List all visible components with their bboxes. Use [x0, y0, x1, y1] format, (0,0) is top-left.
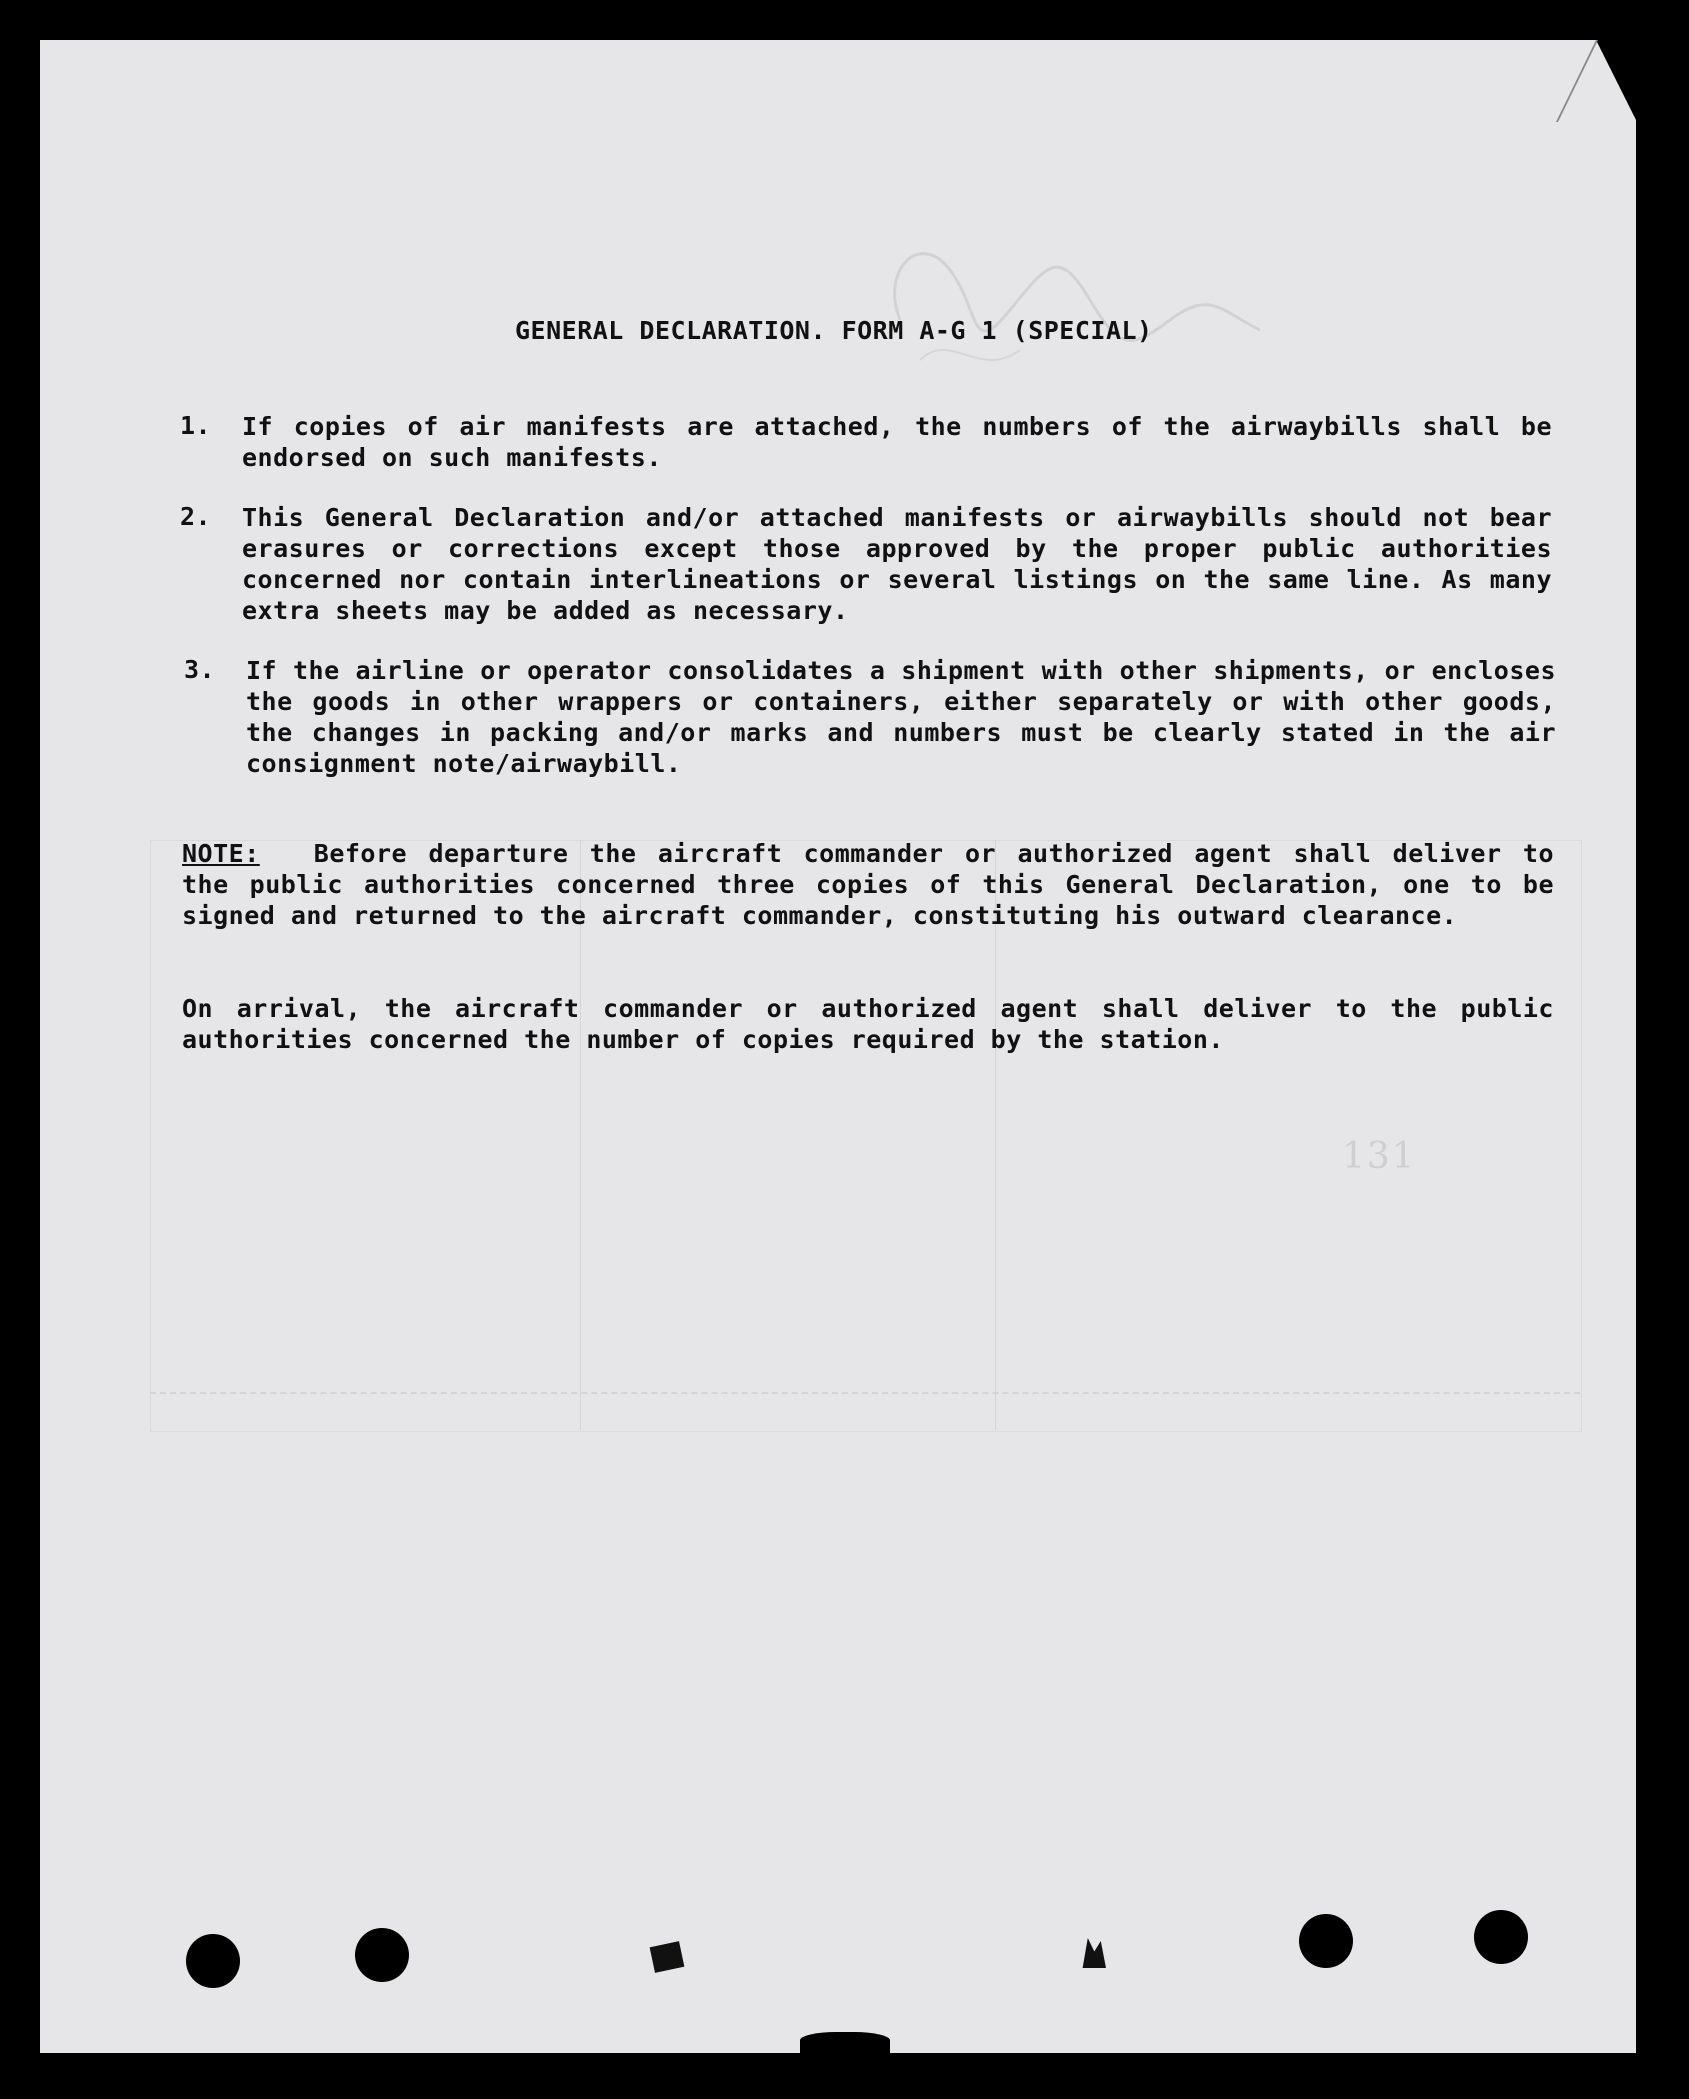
punch-hole	[186, 1934, 240, 1988]
punch-hole	[1299, 1914, 1353, 1968]
faint-stamp-number: 131	[1342, 1136, 1417, 1177]
paper-damage-mark	[650, 1941, 685, 1973]
item-number: 1.	[180, 411, 212, 440]
item-number: 2.	[180, 502, 212, 531]
item-text: If copies of air manifests are attached, the numbers of the airwaybills shall be endorsed on such manifests.	[242, 412, 1552, 472]
note-label: NOTE:	[182, 839, 260, 868]
item-text: This General Declaration and/or attached manifests or airwaybills should not bear erasures or corrections except those approved by the proper public authorities concerned nor contain interlineations or several listings on the same line. As many extra sheets may be added as necessary.	[242, 503, 1552, 625]
list-item	[180, 655, 1560, 781]
list-item	[180, 411, 1560, 475]
arrival-paragraph: On arrival, the aircraft commander or authorized agent shall deliver to the public authorities concerned the number of copies required by the station.	[182, 994, 1554, 1054]
item-text: If the airline or operator consolidates a shipment with other shipments, or encloses the goods in other wrappers or containers, either separately or with other goods, the changes in packing and/or marks and numbers must be clearly stated in the air consignment note/airwaybill.	[246, 656, 1556, 778]
paper-damage-mark	[1080, 1938, 1106, 1968]
document-page	[40, 40, 1636, 2053]
punch-hole	[1474, 1910, 1528, 1964]
bleed-through-line	[150, 1392, 1580, 1394]
page-title: GENERAL DECLARATION. FORM A-G 1 (SPECIAL)	[515, 316, 1153, 345]
paper-damage-mark	[800, 2032, 890, 2053]
faint-signature-mark	[860, 210, 1280, 420]
item-number: 3.	[184, 655, 216, 684]
note-text: Before departure the aircraft commander or authorized agent shall deliver to the public authorities concerned three copies of this General Declaration, one to be signed and returned to the aircraft commander, constituting his outward clearance.	[182, 839, 1554, 930]
punch-hole	[355, 1928, 409, 1982]
note-paragraph	[182, 838, 1554, 931]
list-item	[180, 502, 1560, 628]
